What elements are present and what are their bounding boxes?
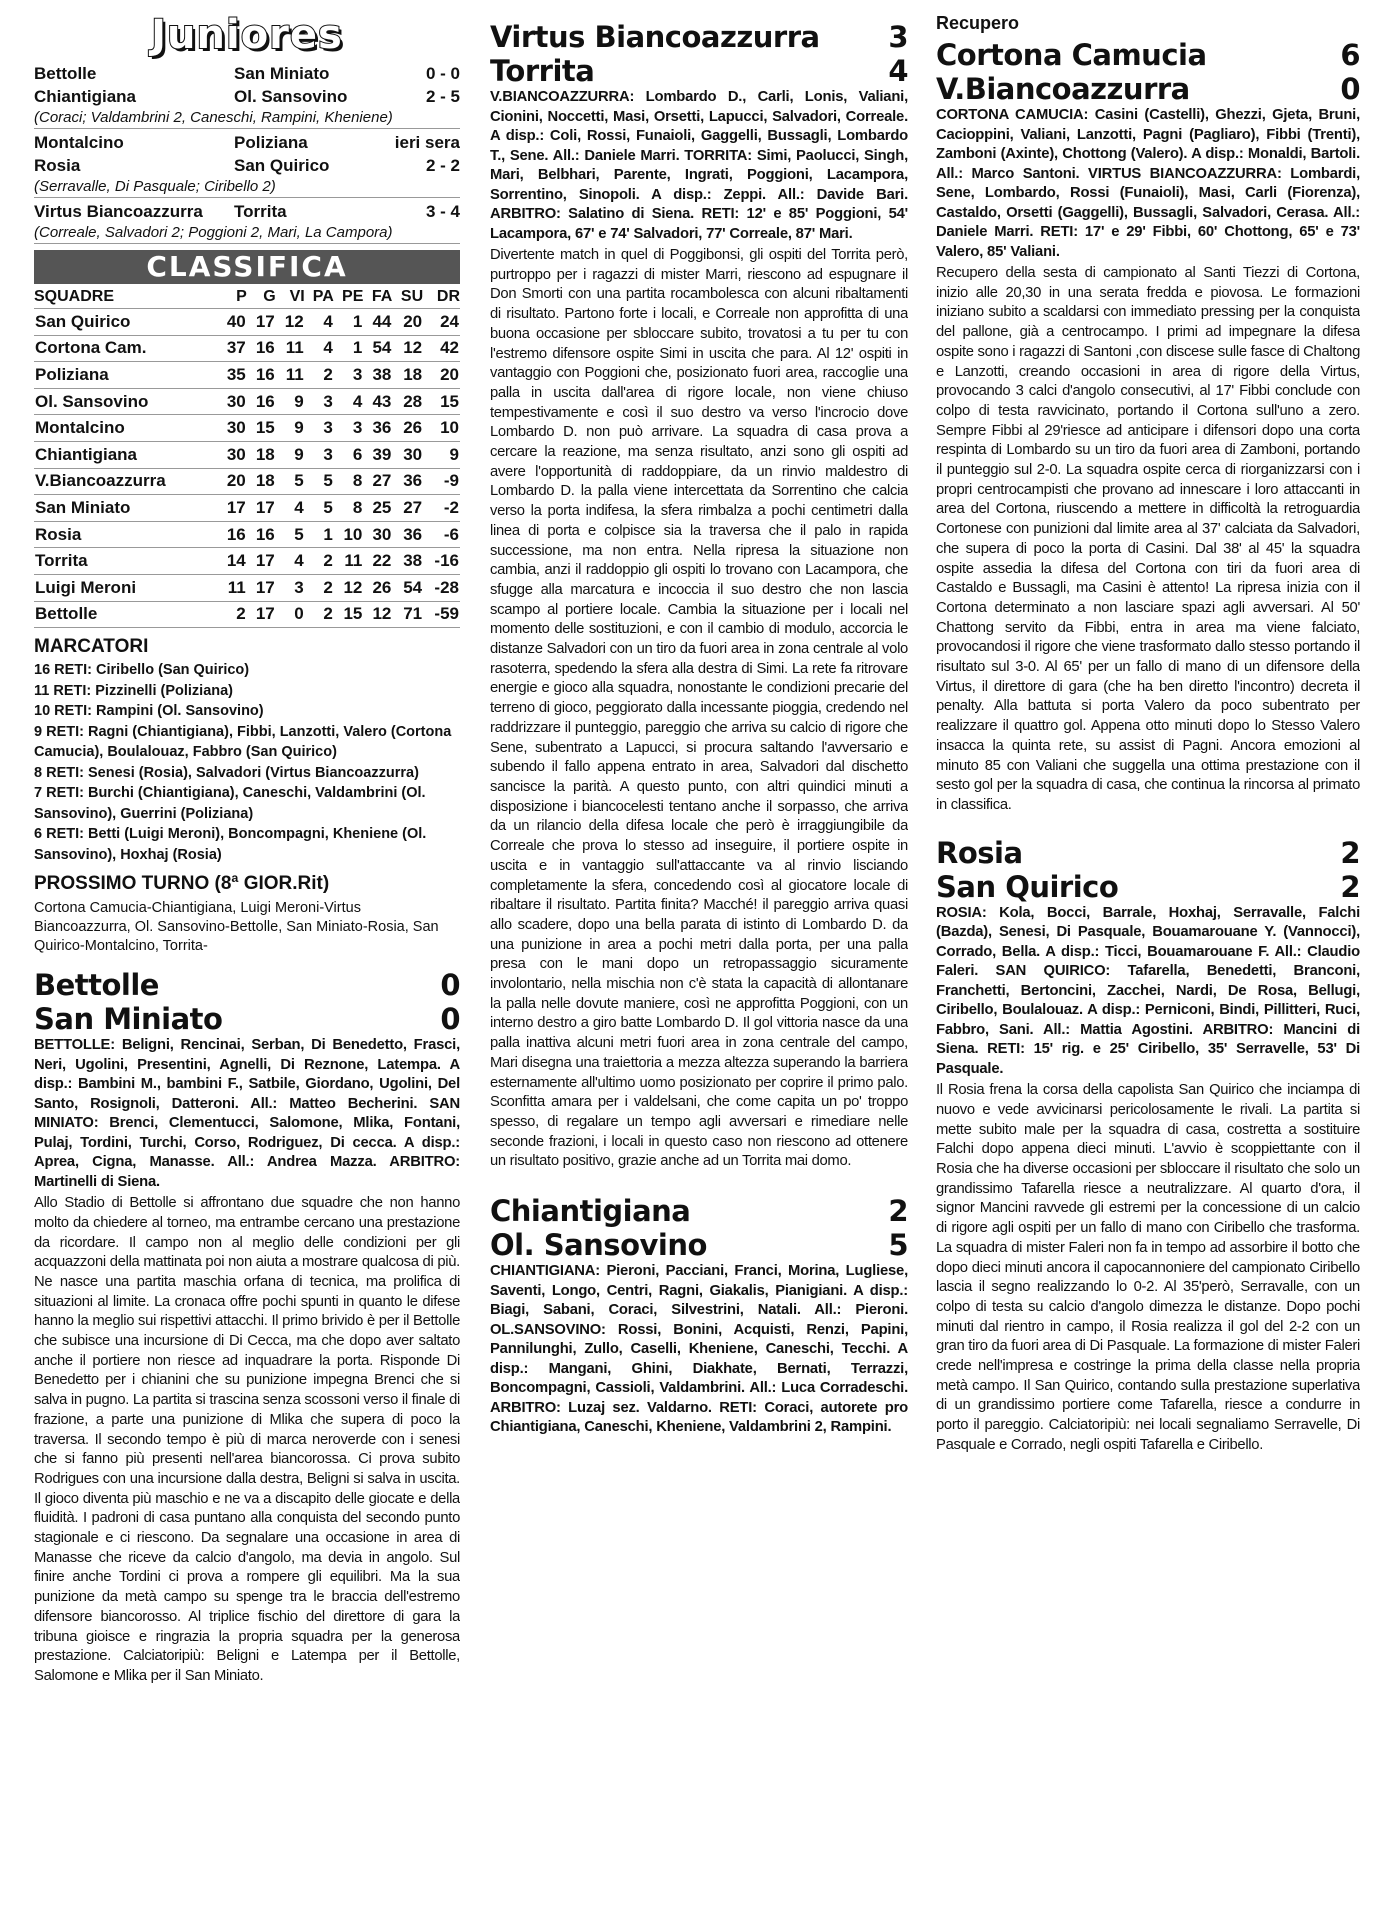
stat-cell: 43	[363, 388, 392, 415]
table-row	[34, 574, 460, 601]
result-score: ieri sera	[394, 133, 460, 152]
marcatori-list	[34, 660, 460, 865]
table-row	[34, 441, 460, 468]
away-team-row: Torrita 4	[490, 54, 908, 88]
result-row	[34, 154, 460, 177]
home-team-row: Bettolle 0	[34, 968, 460, 1003]
stat-cell: 20	[392, 309, 423, 336]
stat-cell: -9	[423, 468, 460, 495]
scorer-line: 9 RETI: Ragni (Chiantigiana), Fibbi, Lanzotti, Valero (Cortona Camucia), Boulalouaz, Fabbro (San Quirico)	[34, 723, 452, 761]
scorer-line: 16 RETI: Ciribello (San Quirico)	[34, 662, 250, 679]
stat-cell: 6	[334, 441, 364, 468]
team-name: Torrita	[34, 548, 218, 575]
stat-cell: 20	[218, 468, 247, 495]
away-team-row: V.Biancoazzurra 0	[936, 72, 1360, 106]
result-away: Torrita	[234, 202, 287, 221]
match-report: Allo Stadio di Bettolle si affrontano due squadre che non hanno molto da chiedere al torneo, ma entrambe cercano una prestazione da ricordare. Il campo non al meglio delle condizioni per gli acquazzoni della mattinata poi non aiuta a mostrare qualcosa di più. Ne nasce una partita maschia orfana di tecnica, ma prolifica di situazioni al limite. La cronaca offre pochi spunti in quanto le difese hanno la meglio sui rispettivi attacchi. Il primo brivido è per il Bettolle che subisce una incursione di Di Cecca, ma che dopo aver saltato anche il portiere non riesce ad inquadrare la porta. Risponde Di Benedetto per i chianini che su punizione impegna Brenci che si salva in pugno. La partita si trascina senza scossoni verso il finale di frazione, a parte una punizione di Mlika che supera di poco la traversa. Il secondo tempo è più di marca neroverde con i senesi che si fanno più presenti nell'area biancorossa. Ci prova subito Rodrigues con una incursione dalla destra, Beligni si salva in uscita. Il gioco diventa più maschio e ne va a discapito delle giocate e della fluidità. I padroni di casa puntano alla conquista del secondo punto stagionale e ci riescono. Da segnalare una occasione in area di Manasse che riceve da calcio d'angolo, ma devia in angolo. Sul finire anche Tordini ci prova a rompere gli equilibri. Ma la sua punizione da metà campo su spenge tra le braccia dell'estremo difensore biancorosso. Al triplice fischio del direttore di gara la tribuna gioisce e ringrazia la propria squadra per la generosa prestazione. Calciatoripiù: Beligni e Latempa per il Bettolle, Salomone e Mlika per il San Miniato.	[34, 1195, 460, 1684]
stat-cell: 54	[363, 335, 392, 362]
home-team-row: Rosia 2	[936, 835, 1360, 870]
result-away: San Quirico	[234, 156, 330, 175]
stat-cell: 27	[392, 495, 423, 522]
stat-cell: 12	[276, 309, 305, 336]
result-row	[34, 200, 460, 223]
column-header: DR	[423, 286, 460, 309]
result-scorers: (Correale, Salvadori 2; Poggioni 2, Mari, La Campora)	[34, 223, 460, 244]
team-name: San Quirico	[34, 309, 218, 336]
stat-cell: 11	[218, 574, 247, 601]
stat-cell: 2	[305, 574, 334, 601]
match-rosia-sanquirico	[936, 836, 1360, 1456]
stat-cell: 9	[276, 441, 305, 468]
team-name: Montalcino	[34, 415, 218, 442]
stat-cell: -6	[423, 521, 460, 548]
column-header: VI	[276, 286, 305, 309]
away-team-row: San Miniato 0	[34, 1002, 460, 1037]
stat-cell: 4	[276, 548, 305, 575]
stat-cell: 22	[363, 548, 392, 575]
away-team-row: Ol. Sansovino 5	[490, 1228, 908, 1263]
stat-cell: 5	[276, 468, 305, 495]
stat-cell: 16	[247, 335, 276, 362]
table-row	[34, 495, 460, 522]
scorer-line: 10 RETI: Rampini (Ol. Sansovino)	[34, 703, 264, 720]
match-lineups: BETTOLLE: Beligni, Rencinai, Serban, Di Benedetto, Frasci, Neri, Ugolini, Presentini, Agnelli, Di Reznone, Latempa. A disp.: Bambini M., bambini F., Satbile, Giordano, Ugolini, Del Santo, Rosignoli, Datteroni. All.: Matteo Becherini. SAN MINIATO: Brenci, Clementucci, Salomone, Mlika, Fontani, Pulaj, Tordini, Turchi, Corso, Rodriguez, Di cecca. A disp.: Aprea, Cigna, Manasse. All.: Andrea Mazza. ARBITRO: Martinelli di Siena.	[34, 1037, 460, 1190]
team-name: Rosia	[34, 521, 218, 548]
stat-cell: -16	[423, 548, 460, 575]
team-name: Luigi Meroni	[34, 574, 218, 601]
match-chiantigiana-sansovino	[490, 1194, 908, 1438]
away-team-row: San Quirico 2	[936, 869, 1360, 904]
stat-cell: 2	[218, 601, 247, 628]
stat-cell: 17	[247, 601, 276, 628]
stat-cell: 30	[392, 441, 423, 468]
stat-cell: 36	[392, 468, 423, 495]
team-name: Poliziana	[34, 362, 218, 389]
stat-cell: 54	[392, 574, 423, 601]
stat-cell: 42	[423, 335, 460, 362]
column-right	[936, 12, 1360, 1909]
stat-cell: 10	[423, 415, 460, 442]
stat-cell: 26	[363, 574, 392, 601]
column-header: PA	[305, 286, 334, 309]
column-header: G	[247, 286, 276, 309]
match-bettolle-sanminiato	[34, 968, 460, 1687]
marcatori-title: MARCATORI	[34, 636, 149, 658]
stat-cell: 30	[218, 441, 247, 468]
column-middle	[490, 12, 908, 1909]
team-name: Bettolle	[34, 601, 218, 628]
stat-cell: 71	[392, 601, 423, 628]
stat-cell: 1	[334, 309, 364, 336]
match-lineups: CORTONA CAMUCIA: Casini (Castelli), Ghezzi, Gjeta, Bruni, Cacioppini, Valiani, Lanzotti, Pagni (Pagliaro), Fibbi (Trenti), Zamboni (Axinte), Chottong (Valero). A disp.: Monaldi, Bartoli. All.: Marco Santoni. VIRTUS BIANCOAZZURRA: Lombardi, Sene, Lombardo, Rossi (Funaioli), Masi, Carli (Fiorenza), Castaldo, Orsetti (Gaggelli), Bussagli, Salvadori, Cerasa. All.: Daniele Marri. RETI: 17' e 29' Fibbi, 60' Chottong, 65' e 73' Valero, 85' Valiani.	[936, 107, 1360, 260]
stat-cell: 30	[218, 388, 247, 415]
match-report: Il Rosia frena la corsa della capolista San Quirico che inciampa di nuovo e vede avvicinarsi pericolosamente le rivali. La partita si mette subito male per la squadra di casa, costretta a sostituire Falchi dopo appena dieci minuti. L'avvio è scoppiettante con il Rosia che ha diverse occasioni per sbloccare il risultato che solo un grandissimo Tafarella riesce a neutralizzare. Al quarto d'ora, il signor Mancini ravvede gli estremi per la concessione di un calcio di rigore agli ospiti per un fallo di mano con Ciribello che trasforma. La squadra di mister Faleri non fa in tempo ad assorbire il botto che dopo dieci minuti ancora il capocannoniere del campionato Ciribello lascia il segno realizzando lo 0-2. Al 35'però, Serravalle, con un colpo di testa su calcio d'angolo dimezza le distanze. Dopo pochi minuti dal rientro in campo, il Rosia realizza il gol del 2-2 con un gran tiro da fuori area di Di Pasquale. La formazione di mister Faleri crede nell'impresa e costringe la prima della classe nella propria metà campo. Il San Quirico, contando sulla prestazione superlativa di un grandissimo portiere come Tafarella, riesce a condurre in porto il pareggio. Calciatoripiù: nei locali segnaliamo Serravelle, Di Pasquale e Corrado, negli ospiti Tafarella e Ciribello.	[936, 1082, 1360, 1453]
result-scorers: (Serravalle, Di Pasquale; Ciribello 2)	[34, 177, 460, 198]
column-left	[34, 12, 460, 1909]
result-home: Montalcino	[34, 133, 124, 152]
stat-cell: 24	[423, 309, 460, 336]
column-header: PE	[334, 286, 364, 309]
result-score: 3 - 4	[425, 202, 460, 221]
result-score: 2 - 5	[425, 87, 460, 106]
table-row	[34, 601, 460, 628]
stat-cell: 16	[247, 388, 276, 415]
scorer-line: 6 RETI: Betti (Luigi Meroni), Boncompagni, Kheniene (Ol. Sansovino), Hoxhaj (Rosia)	[34, 826, 427, 863]
result-away: San Miniato	[234, 64, 330, 83]
stat-cell: 25	[363, 495, 392, 522]
stat-cell: 1	[334, 335, 364, 362]
stat-cell: 38	[392, 548, 423, 575]
stat-cell: 18	[247, 468, 276, 495]
match-report: Divertente match in quel di Poggibonsi, gli ospiti del Torrita però, purtroppo per i ragazzi di mister Marri, riescono ad espugnare il Don Smorti con una partita rocambolesca con alcuni ribaltamenti di risultato. Partono forte i locali, e Correale non approfitta di una buona occasione per sbloccare subito, trovatosi a tu per tu con l'estremo difensore ospite Simi in uscita che para. Al 12' ospiti in vantaggio con Poggioni che, posizionato fuori area, raccoglie una palla in uscita dall'area di rigore locale, non viene chiuso tempestivamente e così il suo destro va verso l'incrocio dove Lombardo D. non può arrivare. La squadra di casa prova a cercare la reazione, ma senza risultato, anzi sono gli ospiti ad avere l'opportunità di raddoppiare, da un rinvio maldestro di Lombardo D. la palla viene intercettata da Sorrentino che calcia verso la porta indifesa, la sfera rimbalza a pochi centimetri dalla linea di porta e colpisce sia la traversa che il palo in rapida successione, ma non entra. Nella ripresa la situazione non cambia, anzi il raddoppio gli ospiti lo trovano con Lacampora, che sfugge alla marcatura e incoccia il suo destro che non lascia scampo al portiere locale. Cambia la situazione per i locali nel momento delle sostituzioni, e con il cambio di modulo, accorcia le distanze Salvadori con un tiro da fuori area in zona centrale al volo rasoterra, spedendo la sfera alla destra di Simi. La rete fa ritrovare energie e gioco alla squadra, nonostante le condizioni precarie del terreno di gioco, peggiorato dalla incessante pioggia, credendo nel raddrizzare il punteggio, pareggio che arriva su calcio di rigore che Sene, subentrato a Lapucci, si procura saltando l'avversario e subendo il fallo appena entrato in area, Salvadori dal dischetto sancisce la parità. A questo punto, con altri quindici minuti a disposizione i biancocelesti tentano anche il sorpasso, che arriva da un rilancio della difesa locale che però è irraggiungibile da Correale che prova lo stesso ad inseguire, il portiere ospite in uscita e in vantaggio sull'attaccante va al rinvio lisciando completamente la sfera, concedendo così al giocatore locale di ribaltare il risultato. Partita finita? Macché! il pareggio arriva quasi allo scadere, dopo una bella parata di istinto di Lombardo D. da una punizione in area a pochi metri dalla porta, per una palla presa con le mani dopo un retropassaggio sicuramente involontario, nella mischia non c'è stata la capacità di allontanare la palla nelle dovute maniere, così ne approfitta Poggioni, con un interno destro a giro batte Lombardo D. Il gol vittoria nasce da una palla inattiva alcuni metri fuori area in zona centrale del campo, Mari disegna una traiettoria a mezza altezza superando la barriera esternamente all'ultimo uomo posizionato per coprire il primo palo. Sconfitta amara per i valdelsani, che come capita un po' troppo spesso, di regalare un tempo agli avversari e rimediare nelle seconde frazioni, i locali in questo caso non riescono ad ottenere un risultato positivo, grazie anche ad un Torrita mai domo.	[490, 247, 908, 1170]
stat-cell: 16	[247, 521, 276, 548]
stat-cell: 5	[276, 521, 305, 548]
stat-cell: 11	[276, 362, 305, 389]
stat-cell: 8	[334, 495, 364, 522]
result-scorers: (Coraci; Valdambrini 2, Caneschi, Rampini, Kheniene)	[34, 108, 460, 129]
stat-cell: 26	[392, 415, 423, 442]
stat-cell: 9	[276, 388, 305, 415]
stat-cell: 5	[305, 468, 334, 495]
stat-cell: 35	[218, 362, 247, 389]
table-row	[34, 335, 460, 362]
match-lineups: V.BIANCOAZZURRA: Lombardo D., Carli, Lonis, Valiani, Cionini, Noccetti, Masi, Orsetti, Lapucci, Salvadori, Correale. A disp.: Coli, Rossi, Funaioli, Gaggelli, Bussagli, Lombardo T., Sene. All.: Daniele Marri. TORRITA: Simi, Paolucci, Singh, Mari, Belbhari, Parente, Ingrati, Poggioni, Lacampora, Sorrentino, Sinopoli. A disp.: Zeppi. All.: Davide Bari. ARBITRO: Salatino di Siena. RETI: 12' e 85' Poggioni, 54' Lacampora, 67' e 74' Salvadori, 77' Correale, 87' Mari.	[490, 89, 908, 242]
scorer-line: 7 RETI: Burchi (Chiantigiana), Caneschi, Valdambrini (Ol. Sansovino), Guerrini (Poliziana)	[34, 785, 426, 822]
stat-cell: 27	[363, 468, 392, 495]
stat-cell: 11	[334, 548, 364, 575]
stat-cell: 15	[334, 601, 364, 628]
stat-cell: 4	[305, 335, 334, 362]
stat-cell: 3	[334, 362, 364, 389]
stat-cell: 16	[247, 362, 276, 389]
table-row	[34, 362, 460, 389]
stat-cell: 17	[247, 574, 276, 601]
result-score: 2 - 2	[425, 156, 460, 175]
table-row	[34, 521, 460, 548]
stat-cell: 0	[276, 601, 305, 628]
stat-cell: 37	[218, 335, 247, 362]
team-name: San Miniato	[34, 495, 218, 522]
scorer-line: 11 RETI: Pizzinelli (Poliziana)	[34, 682, 234, 699]
stat-cell: 3	[334, 415, 364, 442]
stat-cell: 38	[363, 362, 392, 389]
recupero-label: Recupero	[936, 13, 1020, 33]
column-header: SU	[392, 286, 423, 309]
table-row	[34, 415, 460, 442]
team-name: Ol. Sansovino	[34, 388, 218, 415]
stat-cell: -59	[423, 601, 460, 628]
stat-cell: 4	[305, 309, 334, 336]
stat-cell: 17	[218, 495, 247, 522]
stat-cell: 3	[305, 441, 334, 468]
stat-cell: 3	[305, 415, 334, 442]
result-score: 0 - 0	[425, 64, 460, 83]
stat-cell: 28	[392, 388, 423, 415]
stat-cell: 9	[276, 415, 305, 442]
stat-cell: 15	[423, 388, 460, 415]
stat-cell: 3	[305, 388, 334, 415]
home-team-row: Cortona Camucia 6	[936, 38, 1360, 72]
stat-cell: 1	[305, 521, 334, 548]
home-team-row: Chiantigiana 2	[490, 1194, 908, 1229]
prossimo-turno-title: PROSSIMO TURNO (8ª GIOR.Rit)	[34, 873, 330, 895]
stat-cell: 8	[334, 468, 364, 495]
stat-cell: 4	[276, 495, 305, 522]
table-row	[34, 309, 460, 336]
prossimo-turno-text: Cortona Camucia-Chiantigiana, Luigi Meroni-Virtus Biancoazzurra, Ol. Sansovino-Bettolle, San Miniato-Rosia, San Quirico-Montalcino, Torrita-	[34, 900, 439, 955]
column-header: SQUADRE	[34, 286, 218, 309]
result-away: Poliziana	[234, 133, 308, 152]
stat-cell: 3	[276, 574, 305, 601]
stat-cell: 44	[363, 309, 392, 336]
stat-cell: 18	[247, 441, 276, 468]
stat-cell: -2	[423, 495, 460, 522]
result-home: Bettolle	[34, 64, 97, 83]
match-lineups: ROSIA: Kola, Bocci, Barrale, Hoxhaj, Serravalle, Falchi (Bazda), Senesi, Di Pasquale, Bouamarouane Y. (Vannocci), Corrado, Bella. A disp.: Ticci, Bouamarouane F. All.: Claudio Faleri. SAN QUIRICO: Tafarella, Benedetti, Branconi, Franchetti, Bertoncini, Zacchei, Nardi, De Rosa, Bellugi, Ciribello, Boulalouaz. A disp.: Perniconi, Bindi, Pillitteri, Ruci, Fabbro, Sani. All.: Mattia Agostini. ARBITRO: Mancini di Siena. RETI: 15' rig. e 25' Ciribello, 35' Serravelle, 53' Di Pasquale.	[936, 904, 1360, 1077]
results-list	[34, 62, 460, 244]
table-row	[34, 468, 460, 495]
stat-cell: 4	[334, 388, 364, 415]
column-header: FA	[363, 286, 392, 309]
result-home: Rosia	[34, 156, 81, 175]
classifica-banner: CLASSIFICA	[34, 250, 460, 284]
stat-cell: 16	[218, 521, 247, 548]
team-name: Chiantigiana	[34, 441, 218, 468]
stat-cell: 18	[392, 362, 423, 389]
match-virtus-torrita	[490, 20, 908, 1172]
stat-cell: 14	[218, 548, 247, 575]
stat-cell: 12	[334, 574, 364, 601]
result-home: Chiantigiana	[34, 87, 137, 106]
stat-cell: 20	[423, 362, 460, 389]
scorer-line: 8 RETI: Senesi (Rosia), Salvadori (Virtus Biancoazzurra)	[34, 764, 419, 781]
stat-cell: 2	[305, 362, 334, 389]
stat-cell: 36	[363, 415, 392, 442]
standings-header	[34, 286, 460, 309]
stat-cell: 39	[363, 441, 392, 468]
stat-cell: 12	[392, 335, 423, 362]
result-away: Ol. Sansovino	[234, 87, 348, 106]
stat-cell: 2	[305, 601, 334, 628]
stat-cell: 10	[334, 521, 364, 548]
stat-cell: 11	[276, 335, 305, 362]
table-row	[34, 388, 460, 415]
stat-cell: 30	[363, 521, 392, 548]
stat-cell: -28	[423, 574, 460, 601]
stat-cell: 30	[218, 415, 247, 442]
match-cortona-virtus	[936, 38, 1360, 816]
result-row	[34, 131, 460, 154]
table-row	[34, 548, 460, 575]
stat-cell: 17	[247, 309, 276, 336]
match-lineups: CHIANTIGIANA: Pieroni, Pacciani, Franci, Morina, Lugliese, Saventi, Longo, Centri, Ragni, Giakalis, Pianigiani. A disp.: Biagi, Sabani, Coraci, Silvestrini, Natali. All.: Pieroni. OL.SANSOVINO: Rossi, Bonini, Acquisti, Renzi, Papini, Pannilunghi, Zullo, Caselli, Kheniene, Caneschi, Tecchi. A disp.: Mangani, Ghini, Diakhate, Bernati, Terrazzi, Boncompagni, Cassioli, Valdambrini. All.: Luca Corradeschi. ARBITRO: Luzaj sez. Valdarno. RETI: Coraci, autorete pro Chiantigiana, Caneschi, Kheniene, Valdambrini 2, Rampini.	[490, 1263, 908, 1436]
stat-cell: 17	[247, 495, 276, 522]
stat-cell: 9	[423, 441, 460, 468]
section-title-juniores: Juniores	[151, 12, 343, 58]
team-name: Cortona Cam.	[34, 335, 218, 362]
result-row	[34, 62, 460, 85]
stat-cell: 12	[363, 601, 392, 628]
home-team-row: Virtus Biancoazzurra 3	[490, 20, 908, 54]
stat-cell: 36	[392, 521, 423, 548]
match-report: Recupero della sesta di campionato al Santi Tiezzi di Cortona, inizio alle 20,30 in una serata fredda e piovosa. Le formazioni iniziano subito a scaldarsi con immediato pressing per la conquista del pallone, già a centrocampo. I primi ad impegnare la difesa ospite sono i ragazzi di Santoni ,con discese sulle fasce di Chaltong e Lanzotti, creando occasioni in area di rigore della Virtus, provocando 3 calci d'angolo consecutivi, al 17' Fibbi conclude con colpo di testa ravvicinato, portando il Cortona sull'uno a zero. Sempre Fibbi al 29'riesce ad anticipare i difensori dopo una corta respinta di Lombardo su un tiro da fuori area di Zamboni, portando il punteggio sul 2-0. La squadra ospite cerca di riorganizzarsi con i propri centrocampisti che provano ad innescare i loro attaccanti in area del Cortona, riuscendo a mettere in difficoltà la retroguardia Cortonese con punizioni dal limite area al 37' calciata da Salvadori, che supera di poco la porta di Casini. Dal 38' al 45' la squadra ospite assedia la difesa del Cortona con tiri da fuori area di Castaldo e Bussagli, ma Casini è attento! La ripresa inizia con il Cortona determinato a non lasciare spazi agli avversari. Al 50' Chattong servito da Fibbi, entra in area ma viene falciato, provocandosi il rigore che viene trasformato dallo stesso portando il risultato sul 3-0. Al 65' per un fallo di mano di un difensore della Virtus, il direttore di gara (che ha ben diretto l'incontro) decreta il penalty. Alla battuta si porta Valero da poco subentrato per realizzare il quattro gol. Appena otto minuti dopo lo Stesso Valero insacca la quinta rete, su assist di Pagni. Ancora emozioni al minuto 85 con Valiani che suggella una ottima prestazione con il sesto gol per la squadra di casa, che continua la rincorsa al primato in classifica.	[936, 265, 1360, 813]
stat-cell: 2	[305, 548, 334, 575]
team-name: V.Biancoazzurra	[34, 468, 218, 495]
result-home: Virtus Biancoazzurra	[34, 202, 203, 221]
stat-cell: 15	[247, 415, 276, 442]
standings-table	[34, 286, 460, 628]
column-header: P	[218, 286, 247, 309]
result-row	[34, 85, 460, 108]
stat-cell: 40	[218, 309, 247, 336]
stat-cell: 5	[305, 495, 334, 522]
stat-cell: 17	[247, 548, 276, 575]
